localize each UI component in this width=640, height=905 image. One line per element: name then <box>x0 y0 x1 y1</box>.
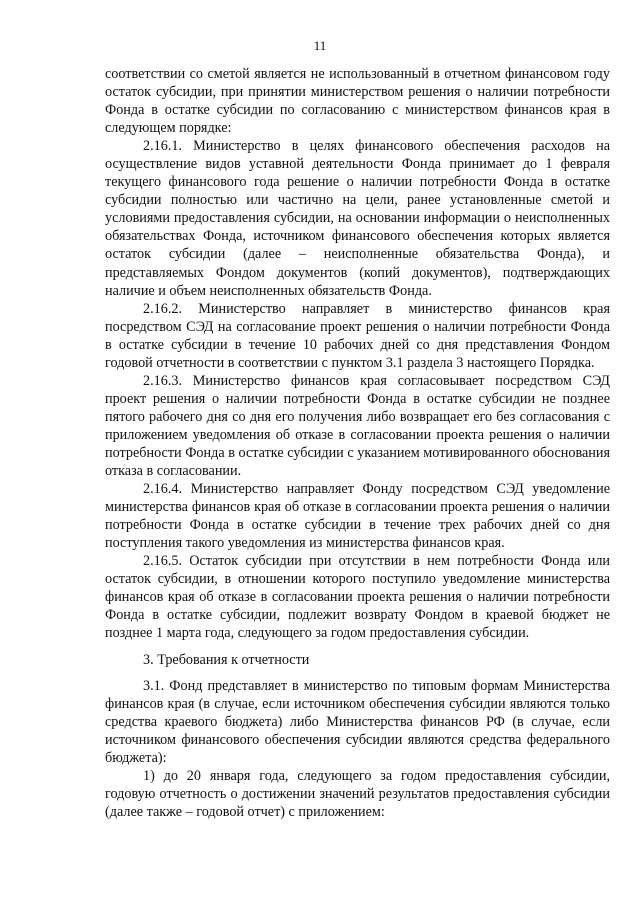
body-text <box>105 65 610 821</box>
paragraph-continuation: соответствии со сметой является не использованный в отчетном финансовом году остаток субсидии, при принятии министерством решения о наличии потребности Фонда в остатке субсидии по согласованию с министерством финансов края в следующем порядке: <box>105 66 610 137</box>
paragraph-3-1: 3.1. Фонд представляет в министерство по типовым формам Министерства финансов края (в случае, если источником обеспечения субсидии являются только средства краевого бюджета) либо Министерства финансов РФ (в случае, если источником финансового обеспечения субсидии являются средства федерального бюджета): <box>105 677 610 766</box>
paragraph-2-16-4: 2.16.4. Министерство направляет Фонду посредством СЭД уведомление министерства финансов края об отказе в согласовании проекта решения о наличии потребности Фонда в остатке субсидии в течение трех рабочих дней со дня поступления такого уведомления из министерства финансов края. <box>105 481 610 552</box>
paragraph-2-16-3: 2.16.3. Министерство финансов края согласовывает посредством СЭД проект решения о наличии потребности Фонда в остатке субсидии не позднее пятого рабочего дня со дня его получения либо возвращает его без согласования с приложением уведомления об отказе в согласовании проекта решения о наличии потребности Фонда в остатке субсидии с указанием мотивированного обоснования отказа в согласовании. <box>105 372 610 480</box>
page-number: 11 <box>313 38 327 53</box>
paragraph-3-1-item-1: 1) до 20 января года, следующего за годом предоставления субсидии, годовую отчетность о достижении значений результатов предоставления субсидии (далее также – годовой отчет) с приложением: <box>105 767 610 820</box>
paragraph-2-16-1: 2.16.1. Министерство в целях финансового обеспечения расходов на осуществление видов уставной деятельности Фонда принимает до 1 февраля текущего финансового года решение о наличии потребности Фонда в остатке субсидии полностью или частично на цели, ранее установленные сметой и условиями предоставления субсидии, на основании информации о неисполненных обязательствах Фонда, источником финансового обеспечения которых является остаток субсидии (далее – неисполненные обязательства Фонда), и представляемых Фондом документов (копий документов), подтверждающих наличие и объем неисполненных обязательств Фонда. <box>105 138 610 299</box>
paragraph-2-16-5: 2.16.5. Остаток субсидии при отсутствии в нем потребности Фонда или остаток субсидии, в отношении которого поступило уведомление министерства финансов края об отказе в согласовании проекта решения о наличии потребности Фонда в остатке субсидии, подлежит возврату Фондом в краевой бюджет не позднее 1 марта года, следующего за годом предоставления субсидии. <box>105 553 610 642</box>
section-heading: 3. Требования к отчетности <box>143 651 310 668</box>
paragraph-2-16-2: 2.16.2. Министерство направляет в министерство финансов края посредством СЭД на согласование проект решения о наличии потребности Фонда в остатке субсидии в течение 10 рабочих дней со дня представления Фондом годовой отчетности в соответствии с пунктом 3.1 раздела 3 настоящего Порядка. <box>105 300 610 371</box>
